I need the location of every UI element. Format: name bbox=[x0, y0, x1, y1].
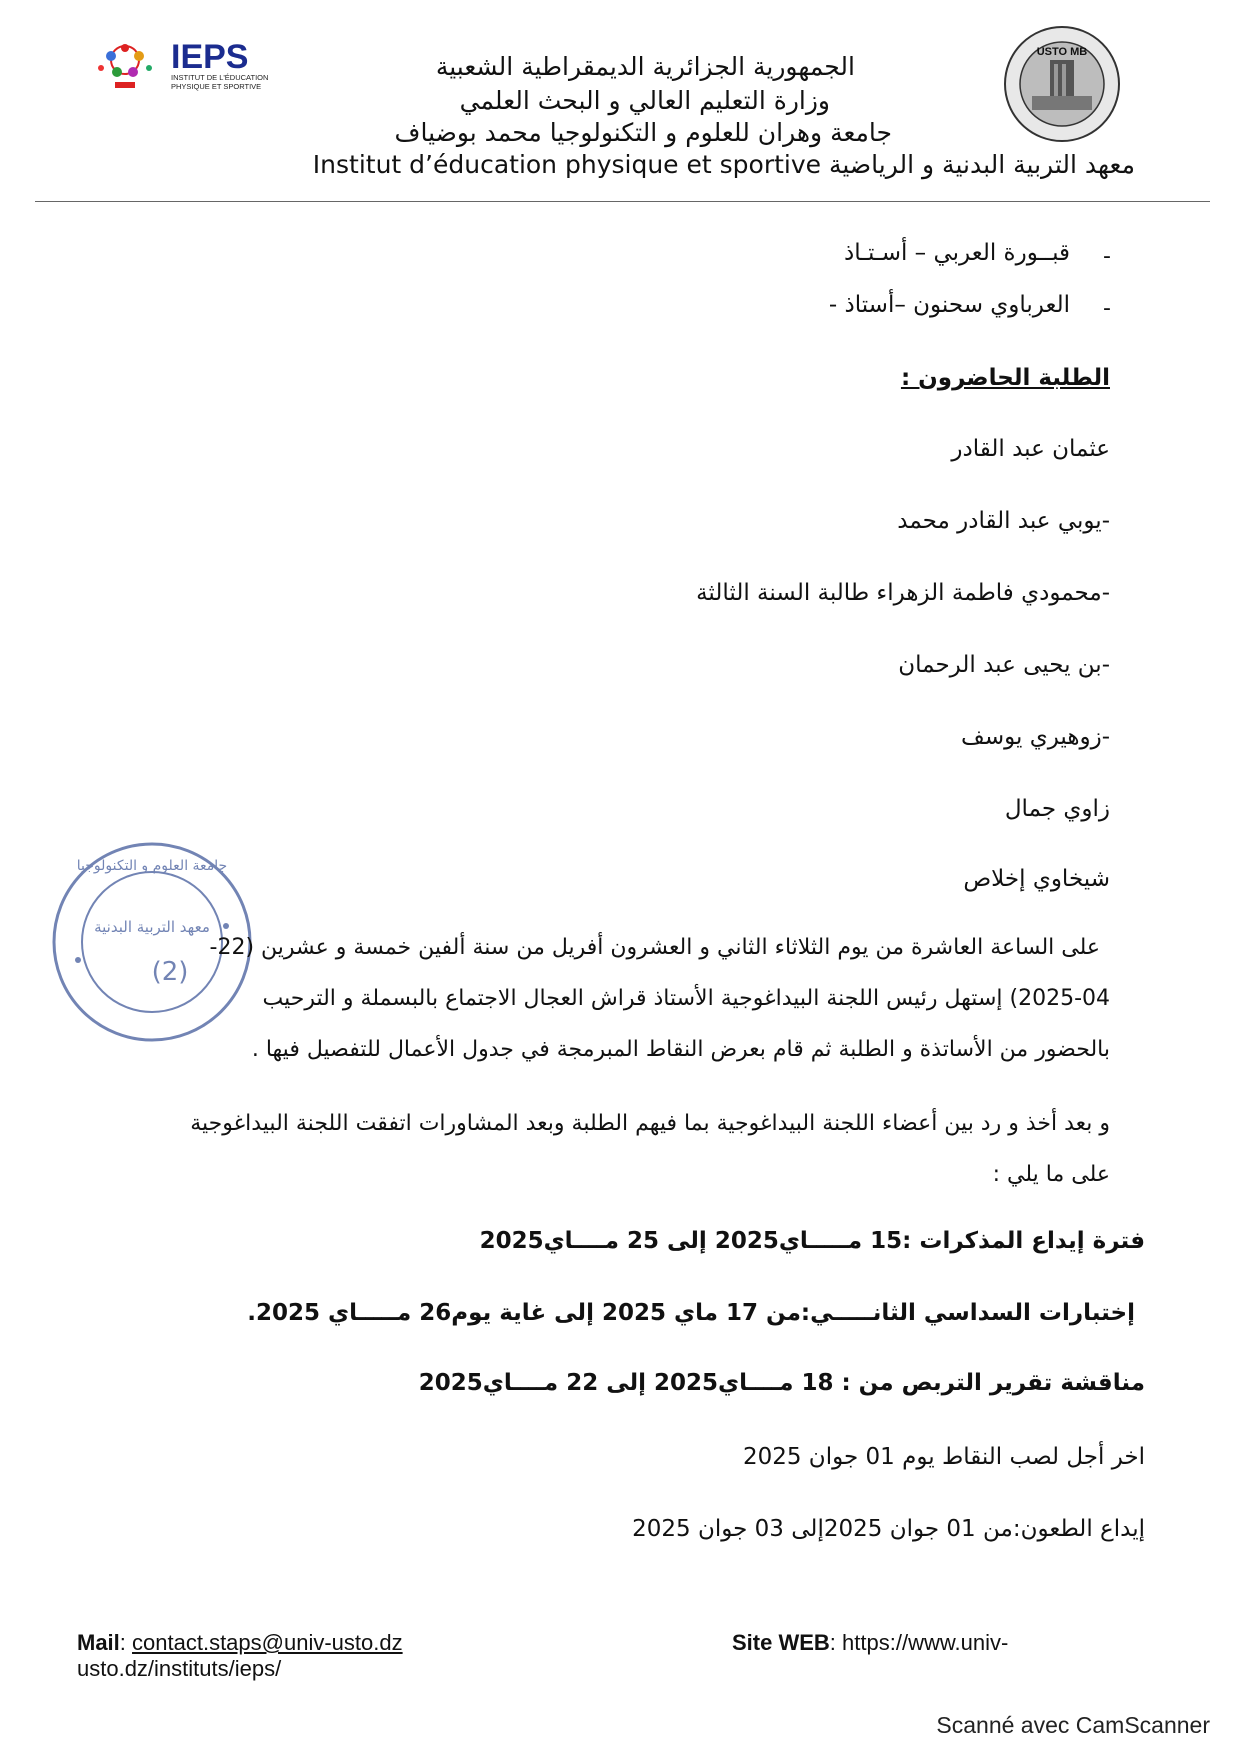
header-republic: الجمهورية الجزائرية الديمقراطية الشعبية bbox=[435, 52, 855, 81]
student-item: زاوي جمال bbox=[1004, 796, 1110, 822]
header-ministry: وزارة التعليم العالي و البحث العلمي bbox=[459, 86, 830, 115]
stamp-ring-text: جامعة العلوم و التكنولوجيا bbox=[76, 858, 228, 874]
paragraph-2-line-2: على ما يلي : bbox=[992, 1162, 1110, 1187]
footer-site-continued[interactable]: usto.dz/instituts/ieps/ bbox=[77, 1656, 282, 1681]
student-item: -محمودي فاطمة الزهراء طالبة السنة الثالثة bbox=[696, 580, 1110, 606]
footer-site-link[interactable]: https://www.univ- bbox=[842, 1630, 1009, 1655]
ieps-logo-text: IEPS bbox=[171, 38, 249, 76]
bullet-dash: - bbox=[1103, 296, 1111, 321]
bullet-dash: - bbox=[1103, 244, 1111, 269]
professor-item: قبــورة العربي – أسـتـاذ bbox=[844, 240, 1070, 266]
usto-logo-text: USTO MB bbox=[1036, 46, 1088, 58]
scanner-watermark: Scanné avec CamScanner bbox=[936, 1712, 1210, 1738]
student-item: -زوهيري يوسف bbox=[961, 724, 1110, 750]
paragraph-2-line-1: و بعد أخذ و رد بين أعضاء اللجنة البيداغوجية بما فيهم الطلبة وبعد المشاورات اتفقت اللجنة البيداغوجية bbox=[190, 1111, 1110, 1136]
stamp-number: (2) bbox=[151, 957, 189, 987]
decision-item: فترة إيداع المذكرات :15 مـــــاي2025 إلى 25 مــــاي2025 bbox=[479, 1228, 1145, 1254]
decision-item: إيداع الطعون:من 01 جوان 2025إلى 03 جوان 2025 bbox=[632, 1516, 1145, 1542]
header-institute-ar: معهد التربية البدنية و الرياضية bbox=[828, 150, 1135, 179]
footer-mail: Mail: contact.staps@univ-usto.dz bbox=[77, 1630, 403, 1655]
stamp-center-text: معهد التربية البدنية bbox=[94, 918, 210, 936]
ieps-logo bbox=[95, 38, 335, 98]
ieps-logo-sub2: PHYSIQUE ET SPORTIVE bbox=[171, 82, 262, 91]
student-item: -يوبي عبد القادر محمد bbox=[897, 508, 1110, 534]
professor-item: العرباوي سحنون –أستاذ - bbox=[828, 292, 1070, 318]
header-institute-fr: Institut d’éducation physique et sportive bbox=[312, 150, 822, 179]
students-heading: الطلبة الحاضرون : bbox=[900, 365, 1110, 391]
header-institute bbox=[313, 150, 1135, 179]
ieps-emblem bbox=[98, 44, 152, 88]
footer-mail-link[interactable]: contact.staps@univ-usto.dz bbox=[132, 1630, 403, 1655]
footer-site: Site WEB: https://www.univ- bbox=[732, 1630, 1009, 1655]
paragraph-1-line-1: على الساعة العاشرة من يوم الثلاثاء الثاني و العشرون أفريل من سنة ألفين خمسة و عشرين (22- bbox=[209, 935, 1100, 960]
footer-site-label: Site WEB bbox=[732, 1630, 830, 1655]
paragraph-1-line-2: 2025-04) إستهل رئيس اللجنة البيداغوجية الأستاذ قراش العجال الاجتماع بالبسملة و الترحيب bbox=[262, 986, 1110, 1011]
student-item: -بن يحيى عبد الرحمان bbox=[898, 652, 1110, 678]
footer-mail-label: Mail bbox=[77, 1630, 120, 1655]
paragraph-1-line-3: بالحضور من الأساتذة و الطلبة ثم قام بعرض النقاط المبرمجة في جدول الأعمال للتفصيل فيها . bbox=[251, 1037, 1110, 1062]
student-item: شيخاوي إخلاص bbox=[963, 866, 1110, 892]
usto-logo bbox=[1002, 22, 1122, 147]
decision-item: مناقشة تقرير التربص من : 18 مــــاي2025 إلى 22 مــــاي2025 bbox=[418, 1370, 1145, 1396]
ieps-logo-sub1: INSTITUT DE L'ÉDUCATION bbox=[171, 73, 269, 82]
decision-item: إختبارات السداسي الثانـــــي:من 17 ماي 2025 إلى غاية يوم26 مـــــاي 2025. bbox=[247, 1300, 1135, 1326]
student-item: عثمان عبد القادر bbox=[951, 436, 1110, 462]
header-university: جامعة وهران للعلوم و التكنولوجيا محمد بوضياف bbox=[394, 118, 892, 147]
header-divider bbox=[35, 201, 1210, 202]
decision-item: اخر أجل لصب النقاط يوم 01 جوان 2025 bbox=[742, 1444, 1145, 1470]
